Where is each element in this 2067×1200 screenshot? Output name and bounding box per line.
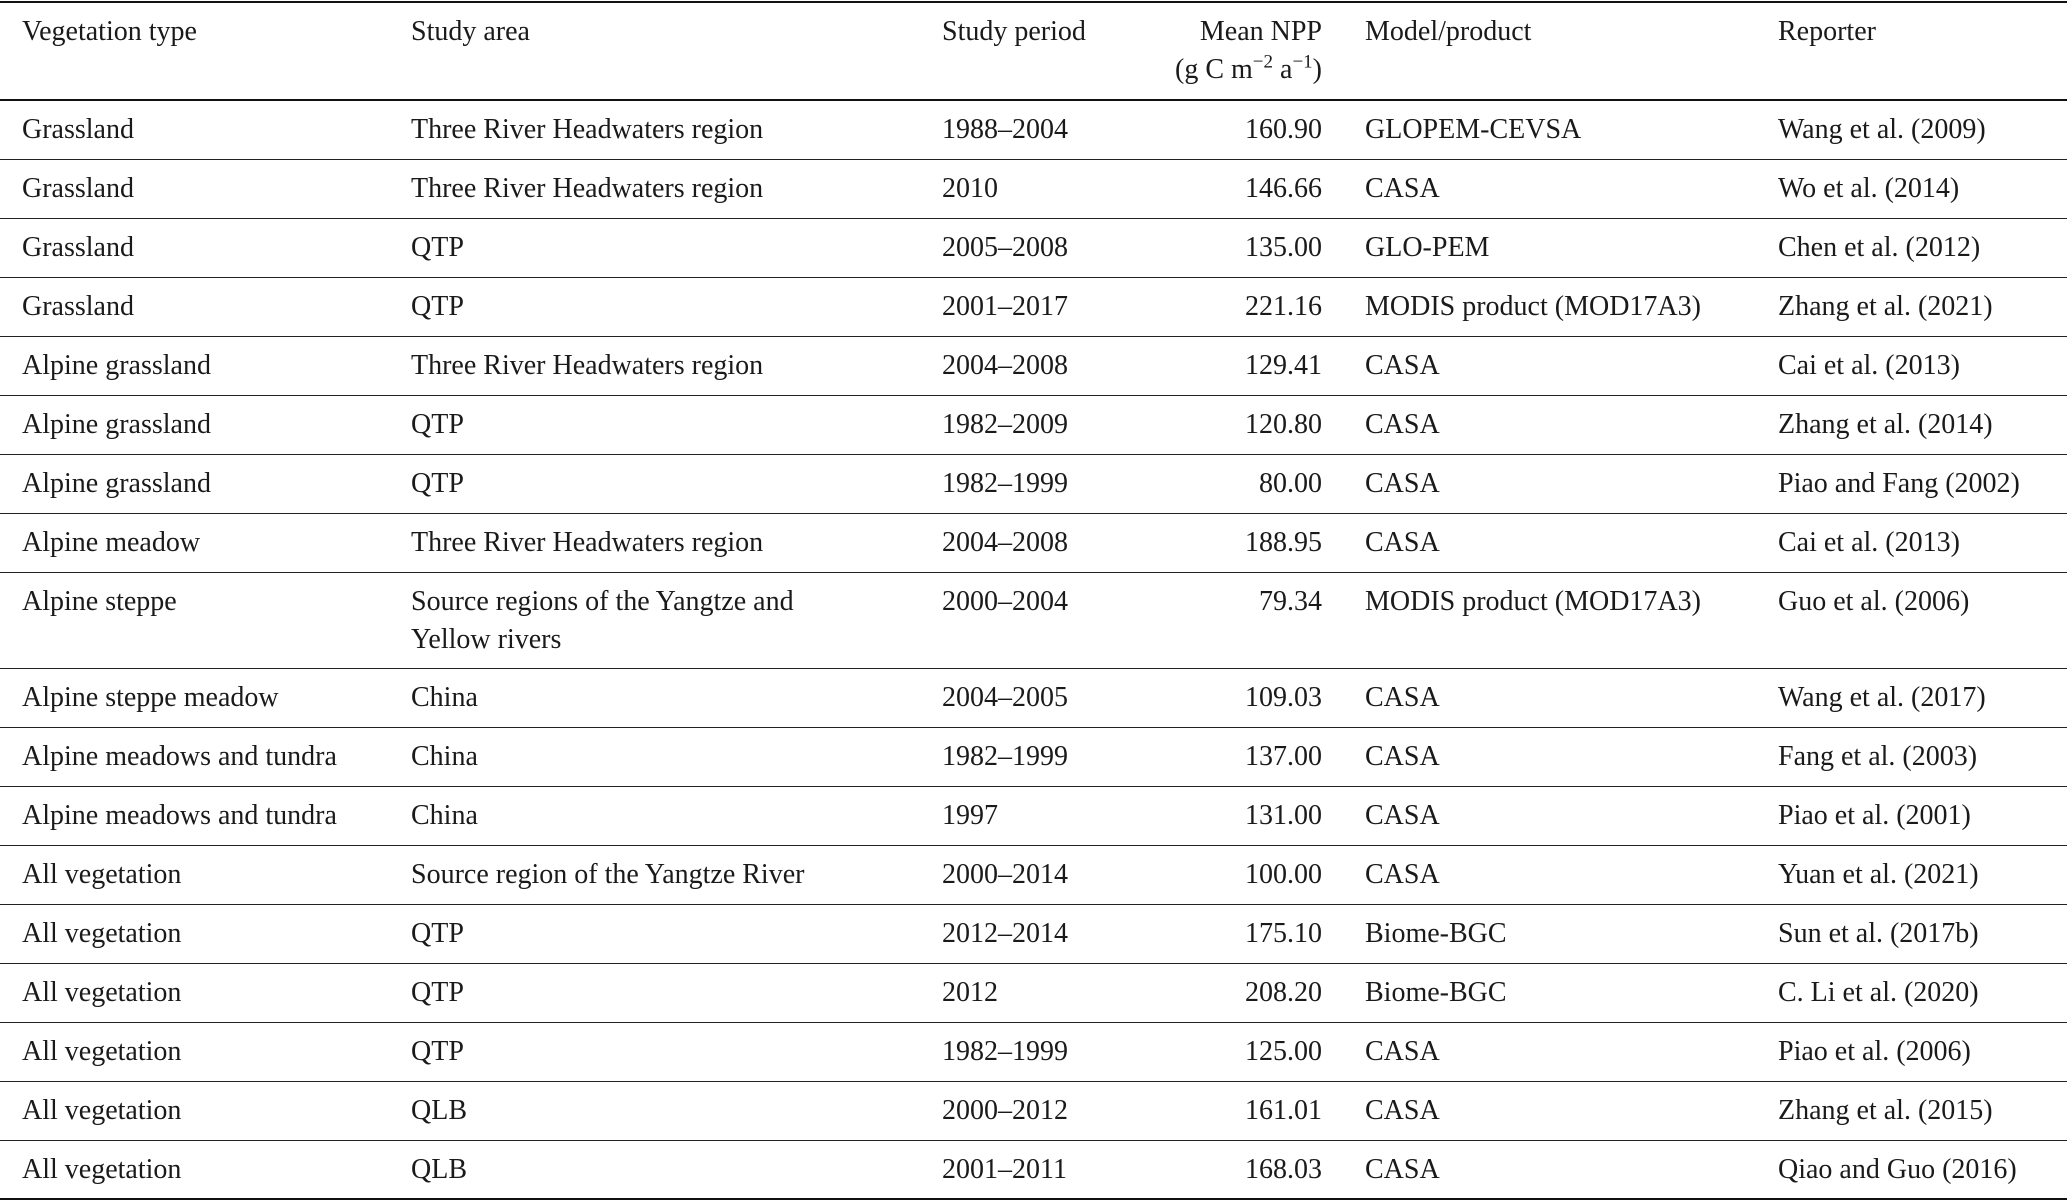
header-npp-units: (g C $m^{-2}$ $a^{-1}$) — [1175, 51, 1322, 85]
header-study-period: Study period — [942, 16, 1086, 47]
cell-reporter: Wang et al. (2009) — [1778, 114, 1986, 145]
cell-mean-npp: 80.00 — [1259, 467, 1322, 499]
cell-study-period: 2000–2004 — [942, 585, 1068, 617]
cell-vegetation-type: All vegetation — [22, 976, 182, 1008]
cell-model-product: CASA — [1365, 349, 1440, 381]
cell-reporter: Cai et al. (2013) — [1778, 526, 1960, 558]
cell-reporter: Zhang et al. (2021) — [1778, 290, 1993, 322]
table-row — [0, 727, 2067, 786]
cell-vegetation-type: Grassland — [22, 172, 134, 204]
cell-reporter: Sun et al. (2017b) — [1778, 917, 1979, 949]
cell-study-period: 2010 — [942, 172, 998, 204]
header-mean-npp — [1147, 2, 1365, 100]
cell-reporter: Fang et al. (2003) — [1778, 740, 1978, 772]
cell-vegetation-type: All vegetation — [22, 1153, 182, 1185]
cell-vegetation-type: Alpine grassland — [22, 467, 211, 499]
cell-model-product: CASA — [1365, 467, 1440, 499]
table-row — [0, 904, 2067, 963]
cell-study-period: 1997 — [942, 799, 998, 831]
cell-study-period: 1982–1999 — [942, 467, 1068, 499]
cell-vegetation-type: Alpine meadow — [22, 526, 201, 558]
table-row — [0, 513, 2067, 572]
cell-mean-npp: 146.66 — [1245, 172, 1322, 204]
cell-study-area: Three River Headwaters region — [411, 526, 764, 558]
cell-study-period: 2004–2005 — [942, 681, 1068, 713]
cell-vegetation-type: Grassland — [22, 290, 134, 322]
cell-mean-npp: 208.20 — [1245, 976, 1322, 1008]
cell-mean-npp: 161.01 — [1245, 1094, 1322, 1126]
cell-model-product: CASA — [1365, 1035, 1440, 1067]
cell-mean-npp: 100.00 — [1245, 858, 1322, 890]
cell-vegetation-type: Grassland — [22, 231, 134, 263]
table-body — [0, 100, 2067, 1199]
cell-vegetation-type: Grassland — [22, 114, 134, 145]
table-row — [0, 336, 2067, 395]
table-row — [0, 277, 2067, 336]
table-row — [0, 1022, 2067, 1081]
cell-study-area: QTP — [411, 408, 464, 440]
cell-study-area: Three River Headwaters region — [411, 114, 764, 145]
cell-mean-npp: 160.90 — [1245, 114, 1322, 145]
cell-study-area: QLB — [411, 1153, 467, 1185]
cell-study-area-line1: Source regions of the Yangtze and — [411, 585, 794, 617]
cell-vegetation-type: Alpine steppe — [22, 585, 177, 617]
table-row — [0, 454, 2067, 513]
cell-vegetation-type: Alpine meadows and tundra — [22, 740, 337, 772]
cell-mean-npp: 120.80 — [1245, 408, 1322, 440]
cell-vegetation-type: Alpine grassland — [22, 349, 211, 381]
cell-mean-npp: 125.00 — [1245, 1035, 1322, 1067]
cell-study-period: 1988–2004 — [942, 114, 1068, 145]
cell-study-period: 2012 — [942, 976, 998, 1008]
cell-model-product: GLO-PEM — [1365, 231, 1490, 263]
cell-study-area: QTP — [411, 1035, 464, 1067]
cell-reporter: Qiao and Guo (2016) — [1778, 1153, 2017, 1185]
cell-reporter: Wo et al. (2014) — [1778, 172, 1960, 204]
header-vegetation-type: Vegetation type — [22, 16, 197, 47]
cell-study-period: 1982–1999 — [942, 740, 1068, 772]
header-model-product: Model/product — [1365, 16, 1532, 47]
cell-mean-npp: 221.16 — [1245, 290, 1322, 322]
header-study-area: Study area — [411, 16, 530, 47]
cell-vegetation-type: All vegetation — [22, 858, 182, 890]
cell-study-period: 2000–2014 — [942, 858, 1068, 890]
cell-reporter: Zhang et al. (2015) — [1778, 1094, 1993, 1126]
cell-study-area: QTP — [411, 290, 464, 322]
table-row — [0, 845, 2067, 904]
table-row — [0, 668, 2067, 727]
cell-mean-npp: 135.00 — [1245, 231, 1322, 263]
cell-model-product: Biome-BGC — [1365, 976, 1507, 1008]
cell-model-product: MODIS product (MOD17A3) — [1365, 290, 1701, 322]
cell-vegetation-type: Alpine meadows and tundra — [22, 799, 337, 831]
cell-model-product: GLOPEM-CEVSA — [1365, 114, 1582, 145]
table-row — [0, 786, 2067, 845]
cell-reporter: Chen et al. (2012) — [1778, 231, 1981, 263]
cell-reporter: Guo et al. (2006) — [1778, 585, 1970, 617]
cell-study-period: 2004–2008 — [942, 349, 1068, 381]
table-row — [0, 1140, 2067, 1199]
cell-study-period: 2012–2014 — [942, 917, 1068, 949]
cell-study-area — [411, 572, 942, 668]
cell-study-area: Three River Headwaters region — [411, 172, 764, 204]
cell-study-period: 2001–2017 — [942, 290, 1068, 322]
cell-model-product: CASA — [1365, 740, 1440, 772]
cell-mean-npp: 137.00 — [1245, 740, 1322, 772]
cell-study-area: QTP — [411, 467, 464, 499]
cell-vegetation-type: Alpine grassland — [22, 408, 211, 440]
cell-model-product: CASA — [1365, 408, 1440, 440]
cell-study-period: 2001–2011 — [942, 1153, 1067, 1185]
cell-reporter: Zhang et al. (2014) — [1778, 408, 1993, 440]
table-row — [0, 159, 2067, 218]
cell-study-area: Source region of the Yangtze River — [411, 858, 805, 890]
cell-study-period: 1982–2009 — [942, 408, 1068, 440]
npp-table — [0, 1, 2067, 1200]
header-row — [0, 2, 2067, 100]
cell-model-product: CASA — [1365, 1153, 1440, 1185]
cell-mean-npp: 79.34 — [1259, 585, 1322, 617]
cell-reporter: Piao et al. (2006) — [1778, 1035, 1971, 1067]
cell-study-period: 1982–1999 — [942, 1035, 1068, 1067]
table-header — [0, 2, 2067, 100]
cell-vegetation-type: All vegetation — [22, 917, 182, 949]
cell-mean-npp: 175.10 — [1245, 917, 1322, 949]
cell-vegetation-type: Alpine steppe meadow — [22, 681, 279, 713]
table-row — [0, 572, 2067, 668]
cell-reporter: Yuan et al. (2021) — [1778, 858, 1979, 890]
cell-mean-npp: 131.00 — [1245, 799, 1322, 831]
cell-vegetation-type: All vegetation — [22, 1094, 182, 1126]
cell-reporter: Wang et al. (2017) — [1778, 681, 1986, 713]
table-row — [0, 100, 2067, 159]
cell-model-product: Biome-BGC — [1365, 917, 1507, 949]
cell-study-area: Three River Headwaters region — [411, 349, 764, 381]
cell-mean-npp: 109.03 — [1245, 681, 1322, 713]
cell-study-area: China — [411, 681, 478, 713]
table-row — [0, 1081, 2067, 1140]
cell-model-product: CASA — [1365, 526, 1440, 558]
cell-vegetation-type: All vegetation — [22, 1035, 182, 1067]
header-mean-npp-label: Mean NPP — [1199, 16, 1322, 47]
table-row — [0, 395, 2067, 454]
cell-study-period: 2004–2008 — [942, 526, 1068, 558]
cell-reporter: Cai et al. (2013) — [1778, 349, 1960, 381]
cell-reporter: Piao et al. (2001) — [1778, 799, 1971, 831]
header-reporter: Reporter — [1778, 16, 1876, 47]
cell-study-area: QTP — [411, 976, 464, 1008]
cell-reporter: Piao and Fang (2002) — [1778, 467, 2020, 499]
cell-study-period: 2005–2008 — [942, 231, 1068, 263]
cell-study-period: 2000–2012 — [942, 1094, 1068, 1126]
cell-model-product: MODIS product (MOD17A3) — [1365, 585, 1701, 617]
cell-study-area: QTP — [411, 917, 464, 949]
cell-study-area: China — [411, 799, 478, 831]
cell-mean-npp: 168.03 — [1245, 1153, 1322, 1185]
cell-study-area: China — [411, 740, 478, 772]
cell-model-product: CASA — [1365, 1094, 1440, 1126]
cell-mean-npp: 129.41 — [1245, 349, 1322, 381]
cell-reporter: C. Li et al. (2020) — [1778, 976, 1979, 1008]
cell-model-product: CASA — [1365, 681, 1440, 713]
cell-study-area-line2: Yellow rivers — [411, 623, 562, 655]
table-row — [0, 218, 2067, 277]
table-row — [0, 963, 2067, 1022]
cell-mean-npp: 188.95 — [1245, 526, 1322, 558]
cell-model-product: CASA — [1365, 172, 1440, 204]
cell-study-area: QLB — [411, 1094, 467, 1126]
cell-model-product: CASA — [1365, 858, 1440, 890]
cell-model-product: CASA — [1365, 799, 1440, 831]
cell-study-area: QTP — [411, 231, 464, 263]
